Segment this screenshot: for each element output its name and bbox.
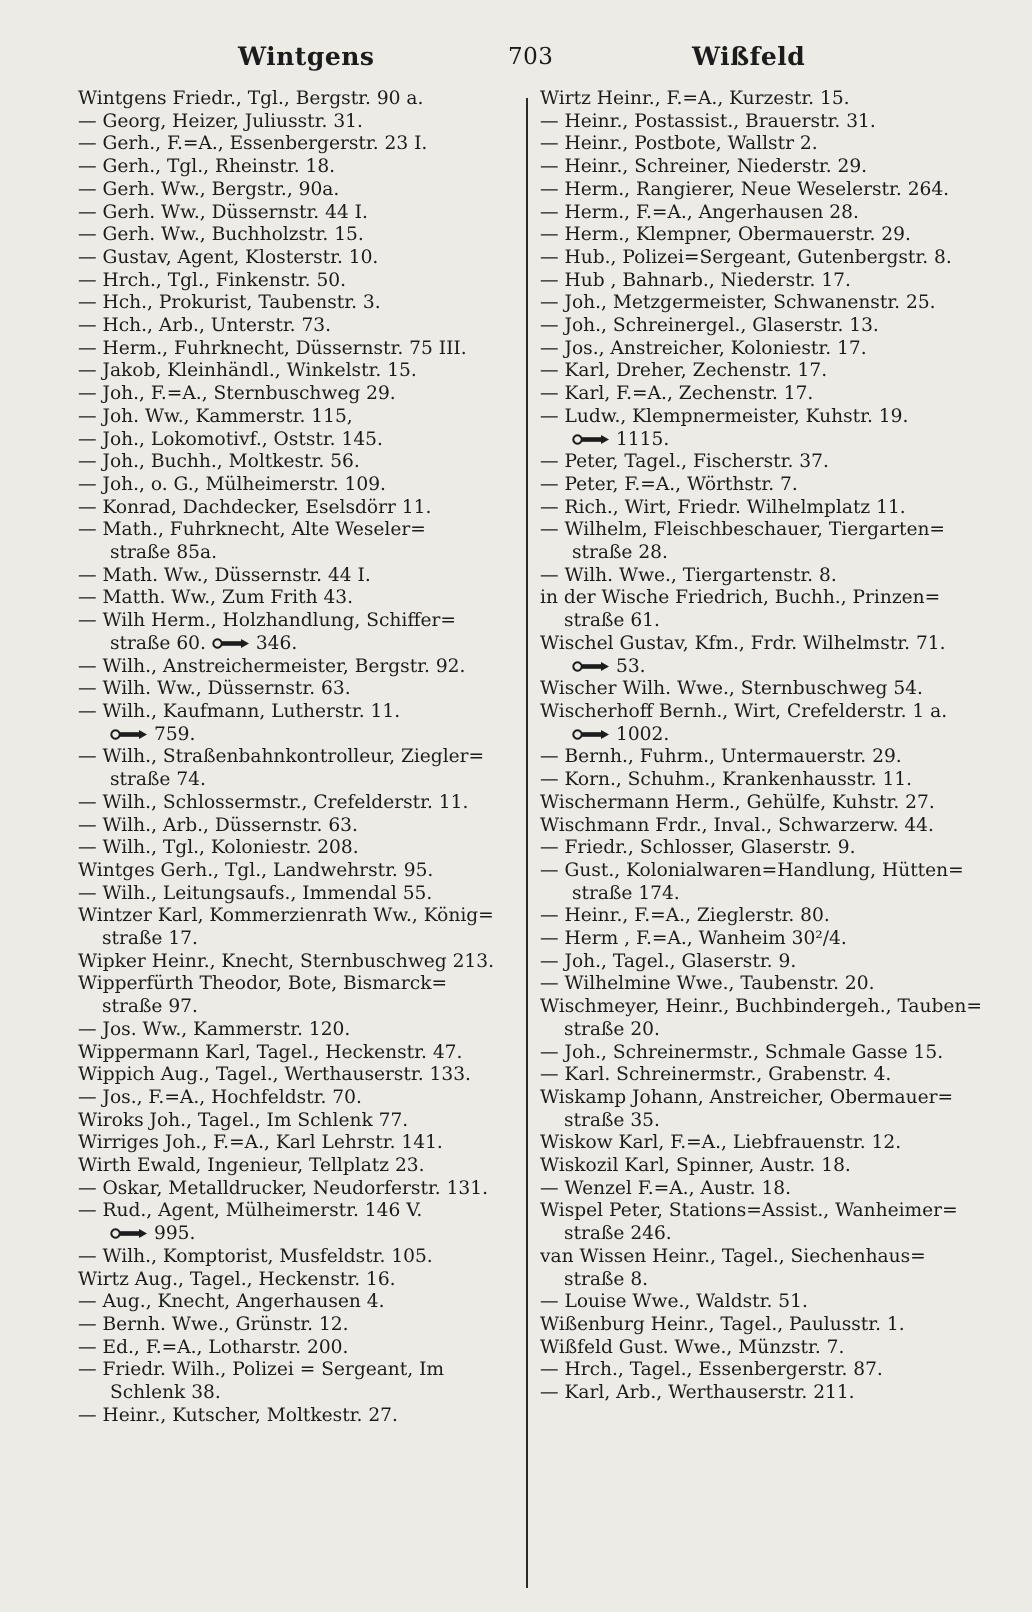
directory-entry [78,701,510,724]
directory-entry [78,792,510,815]
directory-entry [78,1064,510,1087]
entry-text: Wipperfürth Theodor, Bote, Bismarck= [78,973,448,995]
entry-text: — Heinr., Postbote, Wallstr 2. [540,133,818,155]
directory-entry [78,1110,510,1133]
directory-entry [78,610,510,633]
entry-text: Wintges Gerh., Tgl., Landwehrstr. 95. [78,859,434,881]
entry-text: straße 60. [110,632,206,654]
entry-text: straße 246. [564,1223,672,1245]
directory-entry [540,1382,985,1405]
directory-entry [78,1087,510,1110]
directory-entry [78,928,510,951]
entry-text: — Hrch., Tagel., Essenbergerstr. 87. [540,1359,883,1381]
entry-text: — Karl, Dreher, Zechenstr. 17. [540,360,828,382]
directory-entry [540,656,985,679]
entry-text: — Joh., Lokomotivf., Oststr. 145. [78,428,383,450]
directory-entry [540,315,985,338]
directory-entry [540,678,985,701]
phone-number: 995. [154,1223,196,1245]
entry-text: Wintzer Karl, Kommerzienrath Ww., König= [78,905,494,927]
directory-entry [78,429,510,452]
entry-text: — Gust., Kolonialwaren=Handlung, Hütten= [540,859,964,881]
directory-entry [78,860,510,883]
entry-text: Wintgens Friedr., Tgl., Bergstr. 90 a. [78,88,424,109]
entry-text: — Gerh., Tgl., Rheinstr. 18. [78,156,336,178]
directory-entry [78,1269,510,1292]
header-right-surname: Wißfeld [692,42,806,71]
directory-entry [78,1337,510,1360]
entry-text: straße 85a. [110,542,217,564]
entry-text: — Gerh. Ww., Düssernstr. 44 I. [78,201,368,223]
directory-entry [78,474,510,497]
entry-text: — Gustav, Agent, Klosterstr. 10. [78,246,379,268]
entry-text: — Hch., Prokurist, Taubenstr. 3. [78,292,381,314]
entry-text: straße 74. [110,769,206,791]
directory-entry [78,905,510,928]
entry-text: — Oskar, Metalldrucker, Neudorferstr. 131. [78,1177,489,1199]
directory-entry [540,1223,985,1246]
entry-text: van Wissen Heinr., Tagel., Siechenhaus= [540,1245,926,1267]
directory-entry [540,973,985,996]
directory-entry [78,724,510,747]
directory-entry [540,88,985,111]
directory-entry [540,1359,985,1382]
entry-text: — Jos., Anstreicher, Koloniestr. 17. [540,337,867,359]
entry-text: — Aug., Knecht, Angerhausen 4. [78,1291,385,1313]
directory-entry [78,1291,510,1314]
directory-entry [540,1291,985,1314]
directory-entry [78,519,510,542]
entry-text: — Friedr., Schlosser, Glaserstr. 9. [540,837,856,859]
directory-entry [78,1178,510,1201]
directory-entry [540,1087,985,1110]
entry-text: Wischmeyer, Heinr., Buchbindergeh., Tauben= [540,996,982,1018]
directory-entry [540,247,985,270]
entry-text: — Jos. Ww., Kammerstr. 120. [78,1018,351,1040]
telephone-icon [572,660,610,673]
entry-text: Wiroks Joh., Tagel., Im Schlenk 77. [78,1109,409,1131]
directory-entry [78,1042,510,1065]
entry-text: — Joh. Ww., Kammerstr. 115, [78,405,353,427]
entry-text: — Karl. Schreinermstr., Grabenstr. 4. [540,1064,892,1086]
entry-text: — Peter, F.=A., Wörthstr. 7. [540,473,798,495]
directory-entry [540,179,985,202]
directory-entry [540,1019,985,1042]
right-column [540,88,985,1405]
entry-text: — Herm., Rangierer, Neue Weselerstr. 264. [540,178,950,200]
directory-entry [78,1359,510,1382]
entry-text: Wipker Heinr., Knecht, Sternbuschweg 213. [78,950,494,972]
entry-text: Wischermann Herm., Gehülfe, Kuhstr. 27. [540,791,935,813]
column-divider [526,98,528,1588]
directory-entry [78,133,510,156]
entry-text: — Wilh., Arb., Düssernstr. 63. [78,814,358,836]
directory-entry [78,973,510,996]
entry-text: Wiskozil Karl, Spinner, Austr. 18. [540,1155,851,1177]
directory-entry [78,996,510,1019]
directory-entry [540,292,985,315]
entry-text: — Wilh., Leitungsaufs., Immendal 55. [78,882,433,904]
directory-entry [540,383,985,406]
entry-text: Wirriges Joh., F.=A., Karl Lehrstr. 141. [78,1132,443,1154]
entry-text: — Herm., Fuhrknecht, Düssernstr. 75 III. [78,337,467,359]
entry-text: Wippich Aug., Tagel., Werthauserstr. 133. [78,1064,471,1086]
directory-entry [540,883,985,906]
entry-text: — Georg, Heizer, Juliusstr. 31. [78,110,363,132]
directory-entry [540,156,985,179]
entry-text: — Herm , F.=A., Wanheim 30²/4. [540,928,847,950]
directory-entry [540,905,985,928]
entry-text: — Wilh Herm., Holzhandlung, Schiffer= [78,610,457,632]
directory-entry [540,1132,985,1155]
directory-entry [78,383,510,406]
directory-entry [540,338,985,361]
directory-entry [78,156,510,179]
directory-entry [78,292,510,315]
entry-text: — Wilh., Kaufmann, Lutherstr. 11. [78,700,401,722]
directory-entry [78,1314,510,1337]
directory-entry [540,610,985,633]
entry-text: straße 97. [102,996,198,1018]
directory-entry [540,497,985,520]
directory-entry [540,633,985,656]
telephone-icon [572,433,610,446]
directory-entry [78,1019,510,1042]
entry-text: — Joh., Schreinergel., Glaserstr. 13. [540,315,879,337]
entry-text: — Matth. Ww., Zum Frith 43. [78,587,354,609]
entry-text: — Wilh., Anstreichermeister, Bergstr. 92. [78,655,466,677]
entry-text: Wippermann Karl, Tagel., Heckenstr. 47. [78,1041,463,1063]
directory-entry [540,996,985,1019]
entry-text: Wischerhoff Bernh., Wirt, Crefelderstr. 1 a. [540,700,948,722]
phone-number: 1002. [616,723,670,745]
entry-text: — Joh., o. G., Mülheimerstr. 109. [78,473,386,495]
directory-entry [78,202,510,225]
directory-entry [78,1223,510,1246]
directory-entry [78,587,510,610]
entry-text: Wiskamp Johann, Anstreicher, Obermauer= [540,1086,954,1108]
entry-text: — Joh., Buchh., Moltkestr. 56. [78,451,360,473]
directory-entry [78,951,510,974]
entry-text: Schlenk 38. [110,1382,221,1404]
entry-text: — Wilh., Straßenbahnkontrolleur, Ziegler= [78,746,485,768]
entry-text: — Wilh. Ww., Düssernstr. 63. [78,678,351,700]
entry-text: Wiskow Karl, F.=A., Liebfrauenstr. 12. [540,1132,902,1154]
directory-entry [540,1042,985,1065]
entry-text: — Hub , Bahnarb., Niederstr. 17. [540,269,851,291]
entry-text: — Heinr., Kutscher, Moltkestr. 27. [78,1404,398,1426]
directory-entry [78,565,510,588]
entry-text: — Konrad, Dachdecker, Eselsdörr 11. [78,496,432,518]
directory-entry [540,1314,985,1337]
header-left-surname: Wintgens [238,42,375,71]
entry-text: — Herm., F.=A., Angerhausen 28. [540,201,859,223]
directory-entry [540,1178,985,1201]
directory-entry [540,542,985,565]
entry-text: — Math., Fuhrknecht, Alte Weseler= [78,519,426,541]
page-number: 703 [508,44,554,70]
directory-entry [78,224,510,247]
entry-text: straße 20. [564,1018,660,1040]
entry-text: Wirtz Aug., Tagel., Heckenstr. 16. [78,1268,396,1290]
entry-text: Wischmann Frdr., Inval., Schwarzerw. 44. [540,814,934,836]
entry-text: — Wilh. Wwe., Tiergartenstr. 8. [540,564,837,586]
entry-text: — Karl, F.=A., Zechenstr. 17. [540,383,814,405]
entry-text: — Bernh. Wwe., Grünstr. 12. [78,1313,349,1335]
directory-entry [540,111,985,134]
phone-number: 346. [255,632,298,654]
entry-text: straße 61. [564,610,660,632]
entry-text: Wirtz Heinr., F.=A., Kurzestr. 15. [540,88,850,109]
entry-text: straße 35. [564,1109,660,1131]
entry-text: — Herm., Klempner, Obermauerstr. 29. [540,224,911,246]
entry-text: — Korn., Schuhm., Krankenhausstr. 11. [540,769,913,791]
entry-text: — Wilh., Tgl., Koloniestr. 208. [78,837,359,859]
entry-text: Wispel Peter, Stations=Assist., Wanheimer= [540,1200,958,1222]
directory-entry [540,451,985,474]
directory-entry [78,338,510,361]
directory-entry [540,1200,985,1223]
directory-entry [78,315,510,338]
left-column [78,88,510,1427]
directory-entry [540,429,985,452]
entry-text: — Jos., F.=A., Hochfeldstr. 70. [78,1086,362,1108]
directory-entry [78,247,510,270]
directory-entry [540,133,985,156]
directory-entry [78,497,510,520]
directory-entry [540,1337,985,1360]
phone-number: 759. [154,723,196,745]
directory-entry [78,1382,510,1405]
entry-text: — Joh., Metzgermeister, Schwanenstr. 25. [540,292,936,314]
entry-text: Wirth Ewald, Ingenieur, Tellplatz 23. [78,1155,425,1177]
entry-text: Wißfeld Gust. Wwe., Münzstr. 7. [540,1336,845,1358]
directory-entry [540,270,985,293]
directory-entry [540,587,985,610]
entry-text: — Karl, Arb., Werthauserstr. 211. [540,1382,855,1404]
entry-text: straße 174. [572,882,680,904]
directory-entry [540,769,985,792]
directory-entry [540,701,985,724]
directory-entry [540,746,985,769]
directory-entry [540,360,985,383]
entry-text: — Joh., Tagel., Glaserstr. 9. [540,950,797,972]
directory-entry [540,406,985,429]
directory-entry [78,1155,510,1178]
directory-entry [540,474,985,497]
entry-text: — Heinr., F.=A., Zieglerstr. 80. [540,905,830,927]
entry-text: Wißenburg Heinr., Tagel., Paulusstr. 1. [540,1313,905,1335]
directory-entry [540,565,985,588]
entry-text: — Louise Wwe., Waldstr. 51. [540,1291,808,1313]
directory-entry [540,224,985,247]
entry-text: — Gerh. Ww., Buchholzstr. 15. [78,224,364,246]
directory-entry [78,1200,510,1223]
entry-text: — Ed., F.=A., Lotharstr. 200. [78,1336,349,1358]
entry-text: — Ludw., Klempnermeister, Kuhstr. 19. [540,405,909,427]
entry-text: — Rud., Agent, Mülheimerstr. 146 V. [78,1200,423,1222]
directory-entry [78,179,510,202]
telephone-icon [110,1227,148,1240]
directory-entry [540,1155,985,1178]
directory-entry [78,111,510,134]
directory-entry [540,860,985,883]
directory-entry [540,837,985,860]
entry-text: — Joh., Schreinermstr., Schmale Gasse 15. [540,1041,944,1063]
directory-entry [78,451,510,474]
telephone-icon [572,728,610,741]
entry-text: — Wenzel F.=A., Austr. 18. [540,1177,792,1199]
entry-text: — Friedr. Wilh., Polizei = Sergeant, Im [78,1359,445,1381]
entry-text: straße 8. [564,1268,649,1290]
directory-entry [78,837,510,860]
directory-entry [78,678,510,701]
directory-entry [540,815,985,838]
entry-text: — Wilh., Schlossermstr., Crefelderstr. 11. [78,791,469,813]
directory-entry [78,1132,510,1155]
directory-entry [540,1110,985,1133]
entry-text: — Bernh., Fuhrm., Untermauerstr. 29. [540,746,902,768]
entry-text: straße 17. [102,928,198,950]
entry-text: — Math. Ww., Düssernstr. 44 I. [78,564,371,586]
entry-text: — Rich., Wirt, Friedr. Wilhelmplatz 11. [540,496,906,518]
directory-entry [540,519,985,542]
directory-entry [78,270,510,293]
entry-text: — Heinr., Postassist., Brauerstr. 31. [540,110,876,132]
entry-text: in der Wische Friedrich, Buchh., Prinzen= [540,587,941,609]
entry-text: — Gerh. Ww., Bergstr., 90a. [78,178,340,200]
directory-entry [78,1246,510,1269]
entry-text: — Joh., F.=A., Sternbuschweg 29. [78,383,396,405]
directory-entry [78,815,510,838]
directory-entry [78,360,510,383]
entry-text: — Hub., Polizei=Sergeant, Gutenbergstr. 8. [540,246,952,268]
entry-text: — Gerh., F.=A., Essenbergerstr. 23 I. [78,133,428,155]
entry-text: — Heinr., Schreiner, Niederstr. 29. [540,156,868,178]
directory-entry [540,202,985,225]
entry-text: — Hrch., Tgl., Finkenstr. 50. [78,269,347,291]
telephone-icon [212,637,250,650]
directory-entry [540,1064,985,1087]
directory-entry [78,1405,510,1428]
entry-text: — Wilh., Komptorist, Musfeldstr. 105. [78,1245,433,1267]
entry-text: straße 28. [572,542,668,564]
directory-entry [78,769,510,792]
phone-number: 53. [616,655,646,677]
directory-entry [78,88,510,111]
telephone-icon [110,728,148,741]
entry-text: — Peter, Tagel., Fischerstr. 37. [540,451,829,473]
directory-entry [78,406,510,429]
directory-entry [78,633,510,656]
entry-text: Wischel Gustav, Kfm., Frdr. Wilhelmstr. 71. [540,632,946,654]
directory-entry [78,746,510,769]
entry-text: Wischer Wilh. Wwe., Sternbuschweg 54. [540,678,923,700]
entry-text: — Hch., Arb., Unterstr. 73. [78,315,332,337]
directory-entry [540,951,985,974]
entry-text: — Wilhelmine Wwe., Taubenstr. 20. [540,973,875,995]
entry-text: — Jakob, Kleinhändl., Winkelstr. 15. [78,360,417,382]
directory-entry [540,1269,985,1292]
directory-entry [78,656,510,679]
directory-entry [540,928,985,951]
directory-entry [540,724,985,747]
phone-number: 1115. [616,428,670,450]
directory-entry [78,883,510,906]
directory-entry [540,1246,985,1269]
entry-text: — Wilhelm, Fleischbeschauer, Tiergarten= [540,519,946,541]
directory-entry [78,542,510,565]
directory-entry [540,792,985,815]
